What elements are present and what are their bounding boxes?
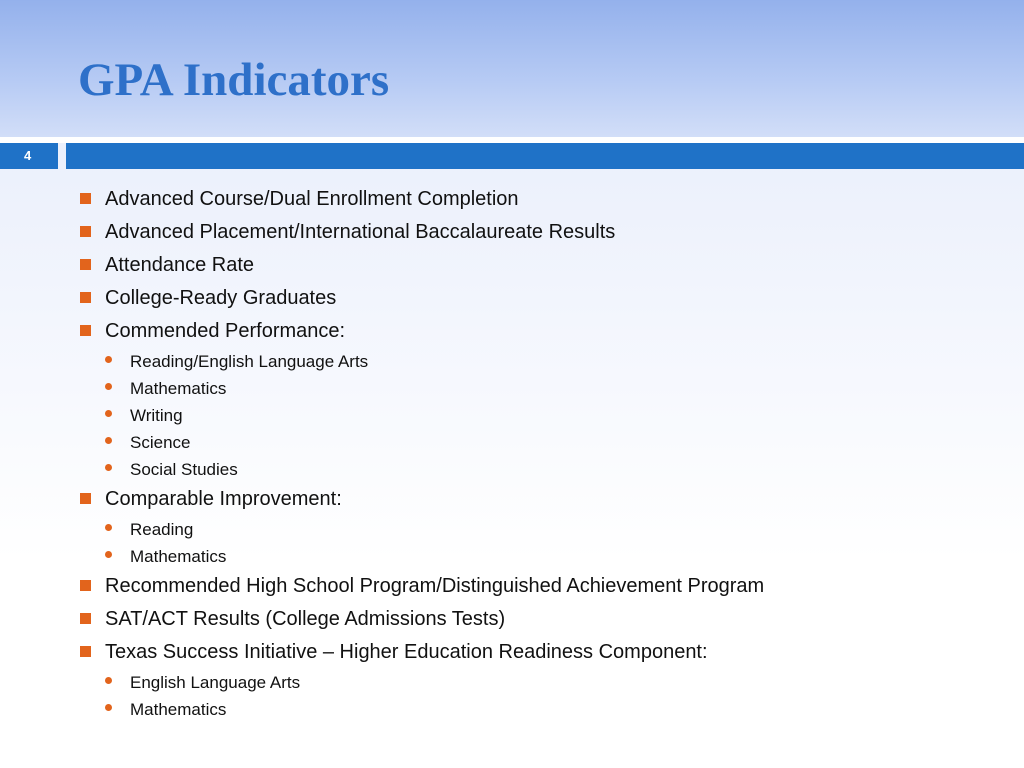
sub-bullet-text: Writing (130, 406, 183, 425)
bullet-item (0, 603, 1024, 636)
square-bullet-icon (80, 292, 91, 303)
page-number: 4 (0, 143, 58, 169)
sub-bullet-text: Social Studies (130, 460, 238, 479)
bullet-text: Comparable Improvement: (105, 488, 342, 510)
bullet-item (0, 570, 1024, 603)
bullet-item (0, 636, 1024, 669)
slide-title: GPA Indicators (78, 54, 390, 106)
square-bullet-icon (80, 613, 91, 624)
bullet-text: Advanced Course/Dual Enrollment Completion (105, 188, 519, 210)
dot-bullet-icon (105, 383, 112, 390)
dot-bullet-icon (105, 551, 112, 558)
bullet-text: Commended Performance: (105, 320, 346, 342)
dot-bullet-icon (105, 410, 112, 417)
dot-bullet-icon (105, 437, 112, 444)
bullet-item (0, 216, 1024, 249)
bullet-text: College-Ready Graduates (105, 287, 337, 309)
sub-bullet-item (0, 456, 1024, 483)
bullet-item (0, 483, 1024, 516)
dot-bullet-icon (105, 356, 112, 363)
square-bullet-icon (80, 493, 91, 504)
square-bullet-icon (80, 259, 91, 270)
sub-bullet-text: Science (130, 433, 191, 452)
square-bullet-icon (80, 580, 91, 591)
sub-bullet-text: Mathematics (130, 379, 227, 398)
sub-bullet-item (0, 375, 1024, 402)
bullet-list (0, 183, 1024, 723)
square-bullet-icon (80, 646, 91, 657)
sub-bullet-item (0, 669, 1024, 696)
sub-bullet-text: Reading (130, 520, 194, 539)
bullet-text: SAT/ACT Results (College Admissions Tests) (105, 608, 506, 630)
bullet-text: Texas Success Initiative – Higher Education Readiness Component: (105, 641, 708, 663)
sub-bullet-text: English Language Arts (130, 673, 301, 692)
sub-bullet-text: Mathematics (130, 547, 227, 566)
header-band (66, 143, 1024, 169)
dot-bullet-icon (105, 677, 112, 684)
title-area (0, 0, 1024, 137)
bullet-item (0, 315, 1024, 348)
sub-bullet-item (0, 348, 1024, 375)
square-bullet-icon (80, 193, 91, 204)
sub-bullet-text: Mathematics (130, 700, 227, 719)
bullet-item (0, 183, 1024, 216)
sub-bullet-item (0, 696, 1024, 723)
sub-bullet-item (0, 516, 1024, 543)
dot-bullet-icon (105, 704, 112, 711)
square-bullet-icon (80, 226, 91, 237)
sub-bullet-item (0, 402, 1024, 429)
square-bullet-icon (80, 325, 91, 336)
bullet-text: Recommended High School Program/Distinguished Achievement Program (105, 575, 765, 597)
dot-bullet-icon (105, 524, 112, 531)
bullet-text: Advanced Placement/International Baccalaureate Results (105, 221, 616, 243)
bullet-item (0, 249, 1024, 282)
bullet-item (0, 282, 1024, 315)
sub-bullet-text: Reading/English Language Arts (130, 352, 369, 371)
sub-bullet-item (0, 543, 1024, 570)
bullet-text: Attendance Rate (105, 254, 254, 276)
dot-bullet-icon (105, 464, 112, 471)
sub-bullet-item (0, 429, 1024, 456)
